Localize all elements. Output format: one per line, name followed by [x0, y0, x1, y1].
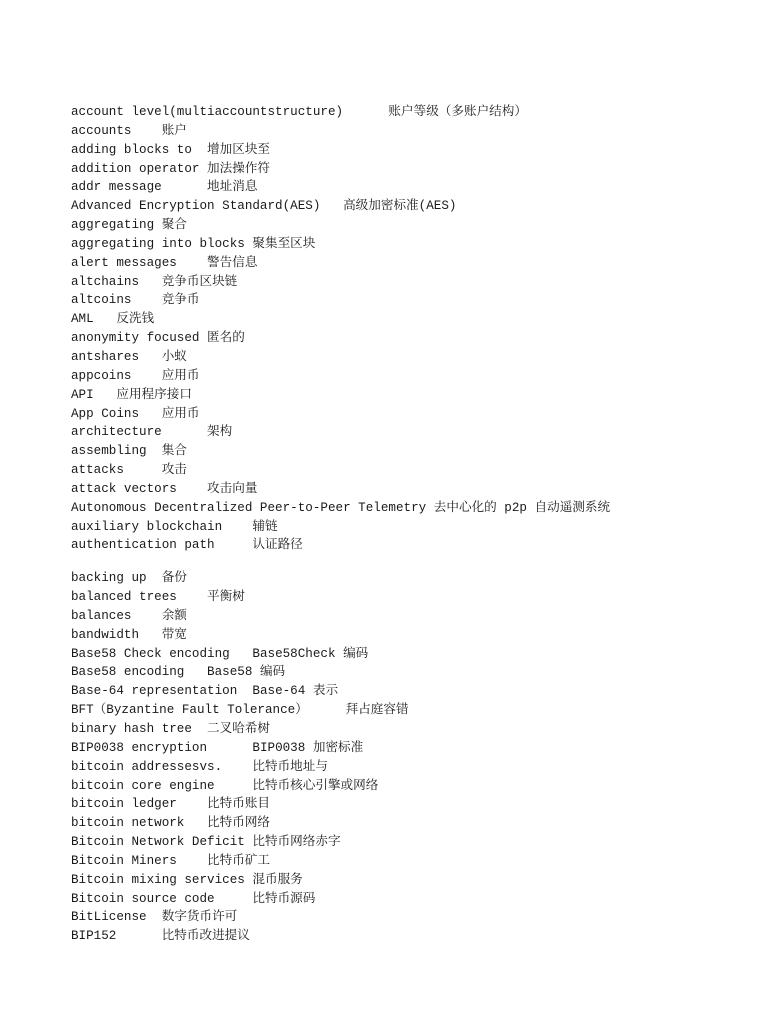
entry-term: bitcoin addressesvs. — [71, 759, 253, 774]
entry-term: BFT（Byzantine Fault Tolerance） — [71, 703, 346, 718]
entry-translation: 比特币矿工 — [207, 853, 271, 868]
entry-translation: 余额 — [161, 608, 187, 623]
entry-term: appcoins — [71, 368, 162, 383]
glossary-entry — [71, 663, 751, 682]
glossary-entry — [71, 890, 751, 909]
entry-translation: 比特币地址与 — [252, 759, 328, 774]
entry-translation: 混币服务 — [252, 872, 303, 887]
entry-translation: 账户等级（多账户结构） — [388, 105, 527, 119]
entry-term: anonymity focused — [71, 331, 208, 346]
entry-term: auxiliary blockchain — [71, 519, 253, 534]
glossary-page — [71, 103, 751, 946]
glossary-entry — [71, 607, 751, 626]
entry-translation: 小蚁 — [161, 349, 187, 364]
entry-term: alert messages — [71, 255, 208, 270]
entry-term: Bitcoin Miners — [71, 853, 208, 868]
glossary-entry — [71, 777, 751, 796]
entry-translation: 应用程序接口 — [116, 387, 192, 402]
glossary-entry — [71, 122, 751, 141]
entry-term: Autonomous Decentralized Peer-to-Peer Telemetry — [71, 500, 434, 515]
entry-term: architecture — [71, 425, 208, 440]
entry-translation: 账户 — [161, 123, 187, 138]
glossary-entry — [71, 367, 751, 386]
entry-translation: 匿名的 — [207, 331, 245, 346]
entry-term: Bitcoin Network Deficit — [71, 835, 253, 850]
glossary-entry — [71, 216, 751, 235]
glossary-entry — [71, 626, 751, 645]
glossary-entry — [71, 348, 751, 367]
entry-term: AML — [71, 312, 117, 327]
entry-translation: 增加区块至 — [207, 142, 271, 157]
glossary-entry — [71, 442, 751, 461]
entry-translation: 应用币 — [161, 368, 200, 383]
entry-term: binary hash tree — [71, 722, 208, 736]
entry-term: bitcoin network — [71, 816, 208, 831]
glossary-entry — [71, 103, 751, 122]
entry-translation: 聚合 — [161, 218, 187, 233]
entry-term: authentication path — [71, 538, 253, 553]
entry-translation: 认证路径 — [252, 538, 303, 553]
glossary-entry — [71, 423, 751, 442]
entry-term: BIP152 — [71, 929, 162, 944]
glossary-entry — [71, 701, 751, 720]
entry-term: Advanced Encryption Standard(AES) — [71, 199, 344, 214]
entry-translation: 辅链 — [252, 519, 278, 534]
entry-term: Base58 encoding — [71, 665, 208, 680]
glossary-entry — [71, 291, 751, 310]
entry-translation: 加法操作符 — [207, 161, 271, 176]
entry-term: backing up — [71, 571, 162, 586]
entry-term: aggregating into blocks — [71, 236, 253, 251]
entry-translation: 带宽 — [161, 627, 187, 642]
entry-translation: 比特币网络 — [207, 816, 271, 831]
entry-term: Base-64 representation — [71, 684, 253, 699]
glossary-entry — [71, 908, 751, 927]
entry-translation: 竞争币 — [161, 293, 200, 308]
entry-translation: 比特币网络赤字 — [252, 835, 341, 850]
entry-translation: 反洗钱 — [116, 312, 155, 327]
entry-term: assembling — [71, 444, 162, 459]
glossary-entry — [71, 588, 751, 607]
entry-term: balanced trees — [71, 590, 208, 605]
glossary-entry — [71, 833, 751, 852]
entry-translation: 数字货币许可 — [161, 910, 238, 925]
glossary-section-b — [71, 569, 751, 946]
entry-translation: Base58Check 编码 — [252, 646, 369, 661]
glossary-entry — [71, 480, 751, 499]
entry-translation: 警告信息 — [207, 255, 258, 270]
glossary-entry — [71, 235, 751, 254]
entry-term: bitcoin core engine — [71, 778, 253, 793]
glossary-entry — [71, 536, 751, 555]
glossary-entry — [71, 386, 751, 405]
glossary-entry — [71, 160, 751, 179]
entry-translation: 高级加密标准(AES) — [343, 199, 457, 214]
entry-translation: 二叉哈希树 — [207, 722, 271, 736]
entry-term: accounts — [71, 123, 162, 138]
entry-translation: 比特币账目 — [207, 797, 271, 812]
entry-term: adding blocks to — [71, 142, 208, 157]
glossary-entry — [71, 814, 751, 833]
glossary-entry — [71, 739, 751, 758]
entry-term: balances — [71, 608, 162, 623]
entry-term: attacks — [71, 463, 162, 478]
entry-translation: 聚集至区块 — [252, 236, 316, 251]
entry-translation: 集合 — [161, 444, 187, 459]
entry-translation: 比特币源码 — [252, 891, 316, 906]
glossary-entry — [71, 178, 751, 197]
glossary-entry — [71, 927, 751, 946]
entry-translation: 备份 — [161, 571, 187, 586]
glossary-entry — [71, 871, 751, 890]
entry-term: API — [71, 387, 117, 402]
entry-term: Base58 Check encoding — [71, 646, 253, 661]
glossary-entry — [71, 795, 751, 814]
entry-term: BIP0038 encryption — [71, 740, 253, 755]
glossary-entry — [71, 720, 751, 739]
glossary-entry — [71, 461, 751, 480]
entry-translation: 比特币改进提议 — [161, 929, 250, 944]
entry-term: aggregating — [71, 218, 162, 233]
entry-term: altcoins — [71, 293, 162, 308]
entry-term: Bitcoin mixing services — [71, 872, 253, 887]
entry-term: attack vectors — [71, 481, 208, 496]
entry-translation: 去中心化的 p2p 自动遥测系统 — [433, 500, 611, 515]
entry-translation: 地址消息 — [207, 180, 258, 195]
entry-translation: 比特币核心引擎或网络 — [252, 778, 379, 793]
entry-translation: 竞争币区块链 — [161, 274, 238, 289]
glossary-entry — [71, 329, 751, 348]
glossary-entry — [71, 518, 751, 537]
glossary-entry — [71, 852, 751, 871]
glossary-entry — [71, 405, 751, 424]
entry-term: bitcoin ledger — [71, 797, 208, 812]
glossary-entry — [71, 569, 751, 588]
entry-translation: 应用币 — [161, 406, 200, 421]
glossary-entry — [71, 254, 751, 273]
entry-translation: 平衡树 — [207, 590, 245, 605]
entry-translation: Base-64 表示 — [252, 684, 339, 699]
entry-translation: BIP0038 加密标准 — [252, 740, 364, 755]
entry-translation: 拜占庭容错 — [345, 703, 409, 718]
entry-term: addition operator — [71, 161, 208, 176]
entry-term: BitLicense — [71, 910, 162, 925]
entry-translation: 架构 — [207, 425, 233, 440]
glossary-entry — [71, 273, 751, 292]
entry-term: altchains — [71, 274, 162, 289]
entry-term: account level(multiaccountstructure) — [71, 105, 389, 119]
glossary-entry — [71, 645, 751, 664]
entry-term: addr message — [71, 180, 208, 195]
entry-term: App Coins — [71, 406, 162, 421]
entry-term: Bitcoin source code — [71, 891, 253, 906]
entry-term: bandwidth — [71, 627, 162, 642]
entry-term: antshares — [71, 349, 162, 364]
glossary-section-a — [71, 103, 751, 555]
glossary-entry — [71, 310, 751, 329]
glossary-entry — [71, 758, 751, 777]
glossary-entry — [71, 682, 751, 701]
glossary-entry — [71, 197, 751, 216]
glossary-entry — [71, 141, 751, 160]
entry-translation: Base58 编码 — [207, 665, 286, 680]
entry-translation: 攻击向量 — [207, 481, 258, 496]
entry-translation: 攻击 — [161, 463, 187, 478]
glossary-entry — [71, 499, 751, 518]
